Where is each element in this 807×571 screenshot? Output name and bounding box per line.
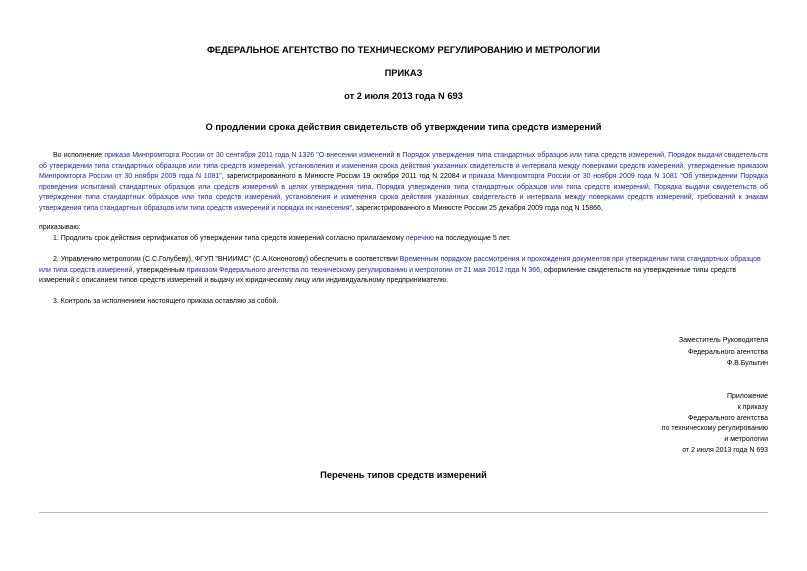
signature-position-1: Заместитель Руководителя [678, 337, 768, 344]
item-2-text-2: , утвержденным [132, 266, 187, 274]
item-2-text-1: 2. Управлению метрологии (С.С.Голубеву), ФГУП "ВНИИМС" (С.А.Кононогову) обеспечить в соответствии [53, 256, 400, 263]
item-1-text-2: на последующие 5 лет. [433, 235, 511, 242]
link-list[interactable]: перечню [405, 235, 434, 242]
document-date-number: от 2 июля 2013 года N 693 [344, 91, 463, 101]
signature-position-2: Федерального агентства [688, 348, 768, 356]
signature-block [679, 335, 768, 370]
appendix-line-4: по техническому регулированию [661, 425, 768, 433]
item-2-text-3: , оформление свидетельств на утвержденные типы средств измерений с описанием типов средств измерений и выдачу их юридическому лицу или индивидуальному предпринимателю. [39, 266, 737, 285]
appendix-line-3: Федерального агентства [688, 414, 768, 422]
page-divider [39, 512, 768, 513]
intro-paragraph [39, 151, 768, 215]
link-order-1081[interactable]: приказа Минпромторга России от 30 ноября 2009 года N 1081 "Об утверждении Порядка проведения испытаний стандартных образцов или средств измерений в целях утверждения типа, Порядка утверждения типа стандартных образцов или типа средств измерений, Порядка выдачи свидетельств об утверждении типа стандартных образцов или типа средств измерений, установления и изменения срока действия указанных свидетельств и интервала между поверками средств измерений, требований к знакам утверждения типа стандартных образцов или типа средств измерений и порядка их нанесения" [39, 173, 768, 212]
agency-heading: ФЕДЕРАЛЬНОЕ АГЕНТСТВО ПО ТЕХНИЧЕСКОМУ РЕГУЛИРОВАНИЮ И МЕТРОЛОГИИ [206, 45, 601, 55]
intro-text-3: , зарегистрированного в Минюсте России 25 декабря 2009 года под N 15866, [352, 204, 603, 212]
list-title: Перечень типов средств измерений [320, 470, 487, 480]
item-3-paragraph: 3. Контроль за исполнением настоящего приказа оставляю за собой. [53, 298, 279, 305]
item-1-text-1: 1. Продлить срок действия сертификатов об утверждении типа средств измерений согласно прилагаемому [53, 235, 406, 242]
link-temporary-procedure[interactable]: Временным порядком рассмотрения и прохождения документов при утверждении типа стандартных образцов или типа средств измерений [39, 256, 761, 274]
appendix-line-6: от 2 июля 2013 года N 693 [682, 446, 768, 454]
item-2-paragraph [39, 255, 768, 287]
appendix-line-1: Приложение [726, 393, 768, 400]
prikazyvayu-text: приказываю: [39, 224, 81, 231]
appendix-line-5: и метрологии [724, 436, 768, 444]
signature-name: Ф.В.Булыгин [726, 360, 768, 367]
appendix-block [662, 392, 768, 457]
link-order-366[interactable]: приказом Федерального агентства по техническому регулированию и метрологии от 21 мая 2012 года N 366 [186, 266, 541, 274]
appendix-line-2: к приказу [737, 403, 768, 411]
item-1-paragraph [39, 234, 768, 245]
intro-text-1: Во исполнение [53, 152, 105, 159]
intro-text-2: , зарегистрированного в Минюсте России 19 октября 2011 год N 22084 и [221, 173, 469, 181]
document-subject: О продлении срока действия свидетельств об утверждении типа средств измерений [205, 122, 602, 132]
link-order-1326[interactable]: приказа Минпромторга России от 30 сентября 2011 года N 1326 "О внесении изменений в Порядок утверждения типа стандартных образцов или типа средств измерений, Порядок выдачи свидетельств об утверждении типа стандартных образцов или типа средств измерений, установления и изменения срока действия указанных свидетельств и интервала между поверками средств измерений, утвержденные приказом Минпромторга России от 30 ноября 2009 года N 1081" [39, 152, 768, 181]
document-type-heading: ПРИКАЗ [384, 68, 423, 78]
